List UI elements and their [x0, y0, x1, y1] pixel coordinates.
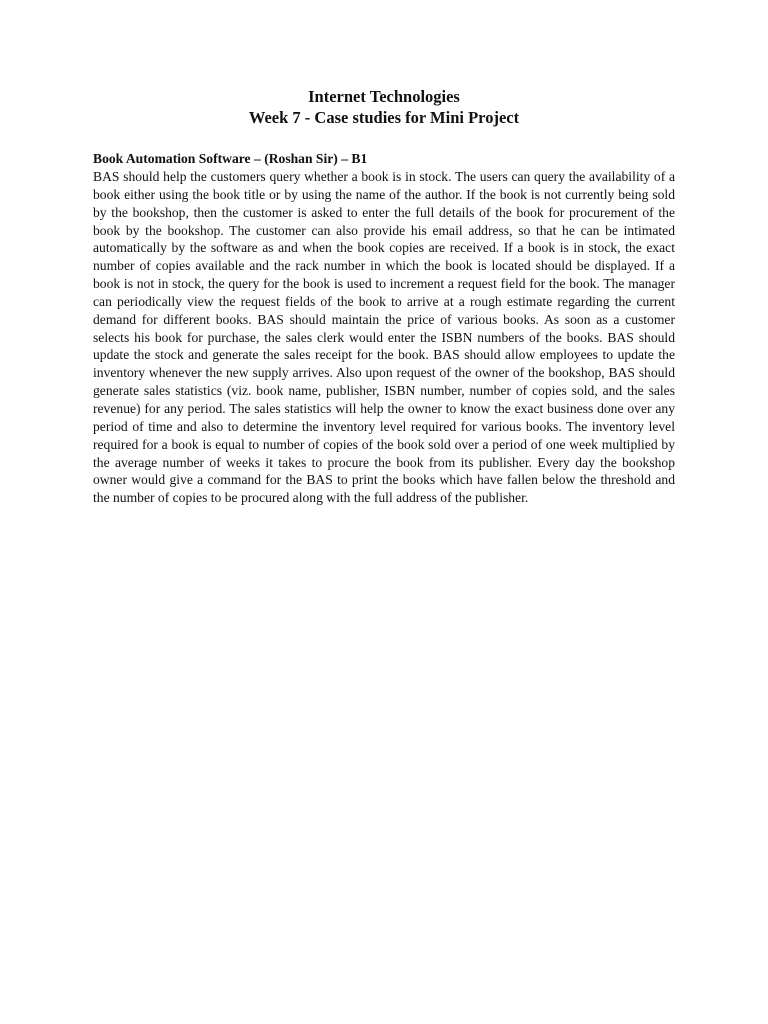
- document-subtitle: Week 7 - Case studies for Mini Project: [248, 108, 520, 127]
- section-body: BAS should help the customers query whether a book is in stock. The users can query the availability of a book either using the book title or by using the name of the author. If the book is not currently being sold by the bookshop, then the customer is asked to enter the full details of the book for procurement of the book by the bookshop. The customer can also provide his email address, so that he can be intimated automatically by the software as and when the book copies are received. If a book is in stock, the exact number of copies available and the rack number in which the book is located should be displayed. If a book is not in stock, the query for the book is used to increment a request field for the book. The manager can periodically view the request fields of the book to arrive at a rough estimate regarding the current demand for different books. BAS should maintain the price of various books. As soon as a customer selects his book for purchase, the sales clerk would enter the ISBN numbers of the books. BAS should update the stock and generate the sales receipt for the book. BAS should allow employees to update the inventory whenever the new supply arrives. Also upon request of the owner of the bookshop, BAS should generate sales statistics (viz. book name, publisher, ISBN number, number of copies sold, and the sales revenue) for any period. The sales statistics will help the owner to know the exact business done over any period of time and also to determine the inventory level required for various books. The inventory level required for a book is equal to number of copies of the book sold over a period of one week multiplied by the average number of weeks it takes to procure the book from its publisher. Every day the bookshop owner would give a command for the BAS to print the books which have fallen below the threshold and the number of copies to be procured along with the full address of the publisher.: [93, 169, 675, 506]
- case-study-section: [93, 150, 675, 507]
- section-heading: Book Automation Software – (Roshan Sir) – B1: [93, 151, 368, 166]
- document-title: Internet Technologies: [308, 87, 460, 106]
- title-block: [0, 86, 768, 128]
